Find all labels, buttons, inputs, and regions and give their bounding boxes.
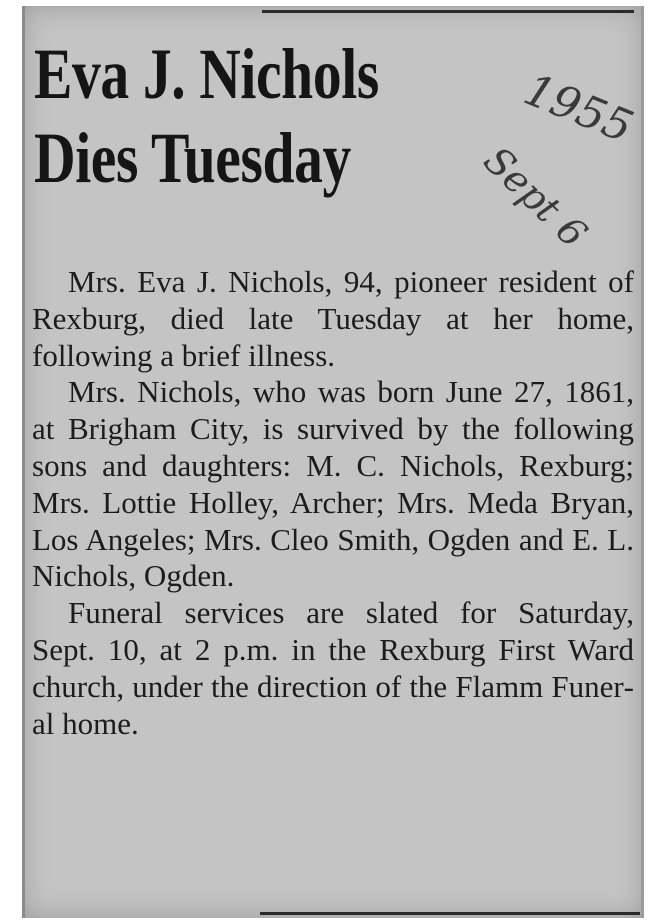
article-paragraph-3: Funeral services are slated for Saturday, Sept. 10, at 2 p.m. in the Rexburg First Ward church, under the direction of the Flamm Funeral home. (32, 595, 634, 741)
headline-line-2: Dies Tuesday (34, 118, 351, 198)
newspaper-clipping (22, 6, 644, 918)
handwritten-date: Sept 6 (475, 138, 596, 257)
handwritten-date-note (475, 64, 644, 264)
top-column-rule (262, 10, 634, 13)
article-body (32, 264, 634, 742)
torn-left-edge (22, 6, 25, 918)
bottom-column-rule (260, 912, 640, 915)
handwritten-year: 1955 (516, 64, 640, 154)
headline (34, 32, 379, 200)
article-paragraph-2: Mrs. Nichols, who was born June 27, 1861, at Brigham City, is survived by the following sons and daughters: M. C. Nichols, Rexburg; Mrs. Lottie Holley, Archer; Mrs. Meda Bryan, Los Angeles; Mrs. Cleo Smith, Ogden and E. L. Nichols, Ogden. (32, 374, 634, 594)
article-paragraph-1: Mrs. Eva J. Nichols, 94, pioneer resident of Rexburg, died late Tuesday at her home, following a brief illness. (32, 264, 634, 373)
headline-line-1: Eva J. Nichols (34, 34, 379, 114)
